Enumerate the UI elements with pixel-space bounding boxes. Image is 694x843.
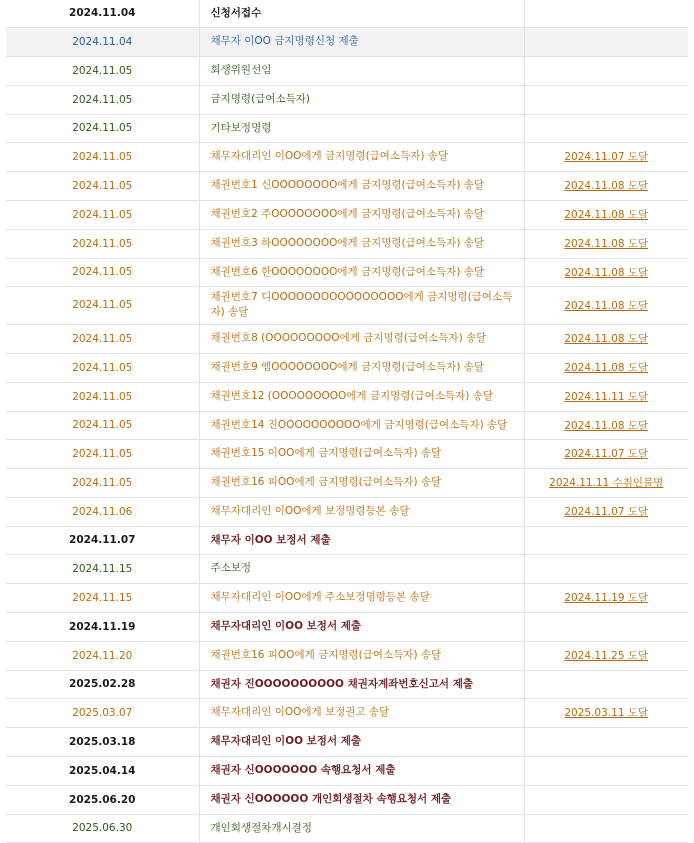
row-description: 채무자대리인 이OO 보정서 제출 bbox=[199, 727, 524, 756]
row-date: 2024.11.04 bbox=[72, 35, 133, 48]
row-result-cell bbox=[524, 85, 688, 114]
row-description: 채무자대리인 이OO에게 보정권고 송달 bbox=[199, 698, 524, 727]
row-description: 채권번호9 엠OOOOOOOO에게 금지명령(급여소득자) 송달 bbox=[199, 353, 524, 382]
row-description: 채권번호1 신OOOOOOOO에게 금지명령(급여소득자) 송달 bbox=[199, 171, 524, 200]
row-date: 2024.11.15 bbox=[72, 562, 133, 575]
row-description: 회생위원선임 bbox=[199, 56, 524, 85]
row-date: 2024.11.07 bbox=[69, 534, 136, 546]
row-result-cell bbox=[524, 641, 688, 670]
row-date: 2024.11.05 bbox=[72, 390, 133, 403]
row-date: 2024.11.05 bbox=[72, 208, 133, 221]
row-date: 2025.03.07 bbox=[72, 706, 133, 719]
table-row bbox=[6, 229, 688, 258]
row-date: 2025.04.14 bbox=[69, 764, 136, 777]
row-date: 2024.11.05 bbox=[72, 447, 133, 460]
table-row bbox=[6, 583, 688, 612]
row-result-cell bbox=[524, 785, 688, 814]
delivery-result-link[interactable]: 2024.11.07 도달 bbox=[564, 448, 649, 460]
row-result-cell bbox=[524, 814, 688, 842]
table-row bbox=[6, 756, 688, 785]
row-date: 2024.11.05 bbox=[72, 332, 133, 345]
row-date: 2024.11.20 bbox=[72, 649, 133, 662]
row-result-cell bbox=[524, 27, 688, 56]
table-row bbox=[6, 670, 688, 698]
row-result-cell bbox=[524, 56, 688, 85]
row-date: 2024.11.05 bbox=[72, 266, 133, 278]
row-result-cell bbox=[524, 727, 688, 756]
row-date: 2024.11.06 bbox=[72, 505, 133, 518]
case-progress-rows bbox=[6, 0, 688, 842]
table-row bbox=[6, 85, 688, 114]
row-result-cell bbox=[524, 526, 688, 554]
table-row bbox=[6, 612, 688, 641]
delivery-result-link[interactable]: 2024.11.08 도달 bbox=[564, 333, 649, 345]
row-date: 2024.11.05 bbox=[72, 122, 133, 134]
table-row bbox=[6, 258, 688, 286]
table-row bbox=[6, 286, 688, 324]
row-description: 채권번호8 (OOOOOOOOO에게 금지명령(급여소득자) 송달 bbox=[199, 324, 524, 353]
table-row bbox=[6, 382, 688, 411]
row-description: 채권번호15 이OO에게 금지명령(급여소득자) 송달 bbox=[199, 439, 524, 468]
table-row bbox=[6, 142, 688, 171]
table-row bbox=[6, 814, 688, 842]
row-description: 채권자 신OOOOOO 개인회생절차 속행요청서 제출 bbox=[199, 785, 524, 814]
row-description: 채무자대리인 이OO에게 금지명령(급여소득자) 송달 bbox=[199, 142, 524, 171]
table-row bbox=[6, 411, 688, 439]
case-progress-table bbox=[6, 0, 688, 843]
row-result-cell bbox=[524, 554, 688, 583]
row-result-cell bbox=[524, 411, 688, 439]
row-description: 채권자 신OOOOOOO 속행요청서 제출 bbox=[199, 756, 524, 785]
row-description: 채무자대리인 이OO에게 주소보정명령등본 송달 bbox=[199, 583, 524, 612]
table-row bbox=[6, 56, 688, 85]
delivery-result-link[interactable]: 2024.11.07 도달 bbox=[564, 506, 649, 518]
table-row bbox=[6, 0, 688, 27]
delivery-result-link[interactable]: 2024.11.19 도달 bbox=[564, 592, 649, 604]
row-date: 2024.11.05 bbox=[72, 179, 133, 192]
row-date: 2024.11.05 bbox=[72, 64, 133, 77]
table-row bbox=[6, 439, 688, 468]
row-date: 2025.06.30 bbox=[72, 822, 133, 834]
row-description: 신청서접수 bbox=[199, 0, 524, 27]
table-row bbox=[6, 114, 688, 142]
table-row bbox=[6, 200, 688, 229]
row-description: 채권번호14 진OOOOOOOOOO에게 금지명령(급여소득자) 송달 bbox=[199, 411, 524, 439]
delivery-result-link[interactable]: 2024.11.08 도달 bbox=[564, 362, 649, 374]
row-date: 2024.11.05 bbox=[72, 237, 133, 250]
table-row bbox=[6, 698, 688, 727]
row-result-cell bbox=[524, 0, 688, 27]
row-description: 채권번호12 (OOOOOOOOO에게 금지명령(급여소득자) 송달 bbox=[199, 382, 524, 411]
row-result-cell bbox=[524, 286, 688, 324]
row-result-cell bbox=[524, 382, 688, 411]
delivery-result-link[interactable]: 2024.11.08 도달 bbox=[564, 299, 649, 312]
row-description: 채권번호2 주OOOOOOOO에게 금지명령(급여소득자) 송달 bbox=[199, 200, 524, 229]
row-description: 채무자대리인 이OO 보정서 제출 bbox=[199, 612, 524, 641]
row-description: 채무자 이OO 보정서 제출 bbox=[199, 526, 524, 554]
delivery-result-link[interactable]: 2024.11.08 도달 bbox=[564, 180, 649, 192]
row-description: 채권번호16 피OO에게 금지명령(급여소득자) 송달 bbox=[199, 641, 524, 670]
delivery-result-link[interactable]: 2024.11.08 도달 bbox=[564, 209, 649, 221]
row-description: 기타보정명령 bbox=[199, 114, 524, 142]
row-result-cell bbox=[524, 353, 688, 382]
table-row bbox=[6, 554, 688, 583]
delivery-result-link[interactable]: 2024.11.11 도달 bbox=[564, 391, 649, 403]
row-date: 2024.11.05 bbox=[72, 476, 133, 489]
row-result-cell bbox=[524, 142, 688, 171]
row-date: 2024.11.05 bbox=[72, 419, 133, 431]
table-row bbox=[6, 27, 688, 56]
table-row bbox=[6, 526, 688, 554]
row-result-cell bbox=[524, 468, 688, 497]
row-date: 2024.11.19 bbox=[69, 620, 136, 633]
delivery-result-link[interactable]: 2024.11.08 도달 bbox=[564, 238, 649, 250]
row-date: 2025.03.18 bbox=[69, 735, 136, 748]
row-description: 채무자 이OO 금지명령신청 제출 bbox=[199, 27, 524, 56]
row-result-cell bbox=[524, 497, 688, 526]
row-description: 채권번호6 한OOOOOOOO에게 금지명령(급여소득자) 송달 bbox=[199, 258, 524, 286]
row-result-cell bbox=[524, 114, 688, 142]
row-description: 개인회생절차개시결정 bbox=[199, 814, 524, 842]
row-description: 채무자대리인 이OO에게 보정명령등본 송달 bbox=[199, 497, 524, 526]
delivery-result-link[interactable]: 2024.11.11 수취인불명 bbox=[549, 477, 664, 489]
table-row bbox=[6, 171, 688, 200]
row-result-cell bbox=[524, 612, 688, 641]
row-date: 2024.11.15 bbox=[72, 591, 133, 604]
row-description: 금지명령(급여소득자) bbox=[199, 85, 524, 114]
table-row bbox=[6, 497, 688, 526]
row-date: 2024.11.05 bbox=[72, 150, 133, 163]
table-row bbox=[6, 468, 688, 497]
row-result-cell bbox=[524, 258, 688, 286]
row-result-cell bbox=[524, 200, 688, 229]
table-row bbox=[6, 324, 688, 353]
row-result-cell bbox=[524, 583, 688, 612]
row-result-cell bbox=[524, 670, 688, 698]
row-date: 2025.02.28 bbox=[69, 678, 136, 690]
row-date: 2024.11.05 bbox=[72, 361, 133, 374]
delivery-result-link[interactable]: 2024.11.08 도달 bbox=[564, 266, 649, 279]
table-row bbox=[6, 641, 688, 670]
delivery-result-link[interactable]: 2024.11.07 도달 bbox=[564, 151, 649, 163]
row-result-cell bbox=[524, 324, 688, 353]
row-description: 채권자 진OOOOOOOOOO 채권자계좌번호신고서 제출 bbox=[199, 670, 524, 698]
row-result-cell bbox=[524, 229, 688, 258]
row-description: 채권번호7 디OOOOOOOOOOOOOOOO에게 금지명령(급여소득자) 송달 bbox=[199, 286, 524, 324]
row-date: 2024.11.05 bbox=[72, 93, 133, 106]
row-result-cell bbox=[524, 439, 688, 468]
row-result-cell bbox=[524, 171, 688, 200]
delivery-result-link[interactable]: 2025.03.11 도달 bbox=[564, 707, 649, 719]
row-result-cell bbox=[524, 756, 688, 785]
row-result-cell bbox=[524, 698, 688, 727]
row-date: 2024.11.04 bbox=[69, 7, 136, 20]
row-date: 2025.06.20 bbox=[69, 793, 136, 806]
table-row bbox=[6, 785, 688, 814]
table-row bbox=[6, 353, 688, 382]
table-row bbox=[6, 727, 688, 756]
row-description: 주소보정 bbox=[199, 554, 524, 583]
row-description: 채권번호3 하OOOOOOOO에게 금지명령(급여소득자) 송달 bbox=[199, 229, 524, 258]
row-description: 채권번호16 피OO에게 금지명령(급여소득자) 송달 bbox=[199, 468, 524, 497]
row-date: 2024.11.05 bbox=[72, 299, 133, 311]
delivery-result-link[interactable]: 2024.11.08 도달 bbox=[564, 419, 649, 432]
delivery-result-link[interactable]: 2024.11.25 도달 bbox=[564, 650, 649, 662]
